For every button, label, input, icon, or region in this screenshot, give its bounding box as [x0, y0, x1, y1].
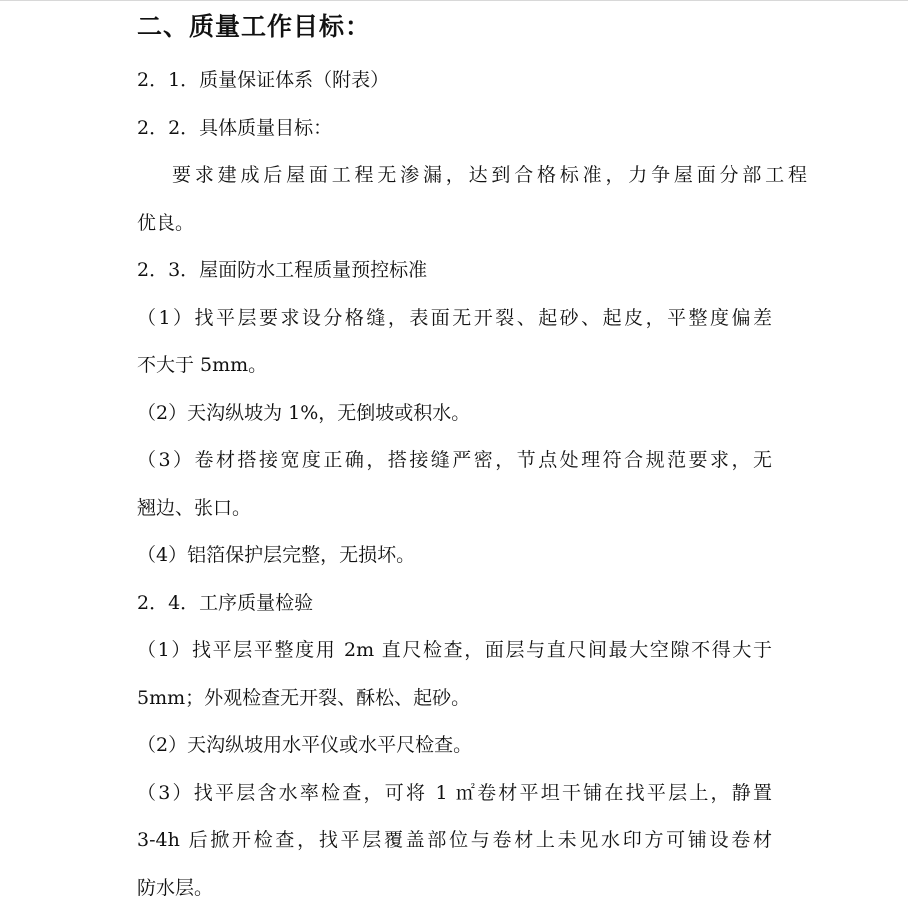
list-item-line: 翘边、张口。: [137, 496, 252, 519]
list-item-line: 3-4h 后掀开检查，找平层覆盖部位与卷材上未见水印方可铺设卷材: [137, 829, 772, 851]
list-item-line: （2）天沟纵坡为 1%，无倒坡或积水。: [137, 401, 471, 424]
paragraph-line: 优良。: [137, 211, 195, 234]
list-item-line: （1）找平层平整度用 2m 直尺检查，面层与直尺间最大空隙不得大于: [137, 639, 772, 661]
list-item-line: 防水层。: [137, 876, 214, 899]
section-heading: 二、质量工作目标：: [137, 12, 372, 41]
subsection-2-2: 2．2．具体质量目标：: [137, 116, 333, 139]
subsection-2-3: 2．3．屋面防水工程质量预控标准: [137, 259, 428, 281]
list-item-line: （3）找平层含水率检查，可将 1 ㎡卷材平坦干铺在找平层上，静置: [137, 781, 772, 804]
list-item-line: （3）卷材搭接宽度正确，搭接缝严密，节点处理符合规范要求，无: [137, 449, 772, 471]
subsection-2-4: 2．4．工序质量检验: [137, 591, 314, 614]
list-item-line: 不大于 5mm。: [137, 354, 268, 376]
page-top-border: [0, 0, 908, 1]
list-item-line: （4）铝箔保护层完整，无损坏。: [137, 544, 416, 566]
paragraph-line: 要求建成后屋面工程无渗漏，达到合格标准，力争屋面分部工程: [172, 164, 807, 186]
list-item-line: （1）找平层要求设分格缝，表面无开裂、起砂、起皮，平整度偏差: [137, 306, 772, 329]
list-item-line: （2）天沟纵坡用水平仪或水平尺检查。: [137, 734, 473, 756]
document-body: [137, 10, 807, 912]
list-item-line: 5mm；外观检查无开裂、酥松、起砂。: [137, 686, 471, 709]
subsection-2-1: 2．1．质量保证体系（附表）: [137, 69, 390, 91]
